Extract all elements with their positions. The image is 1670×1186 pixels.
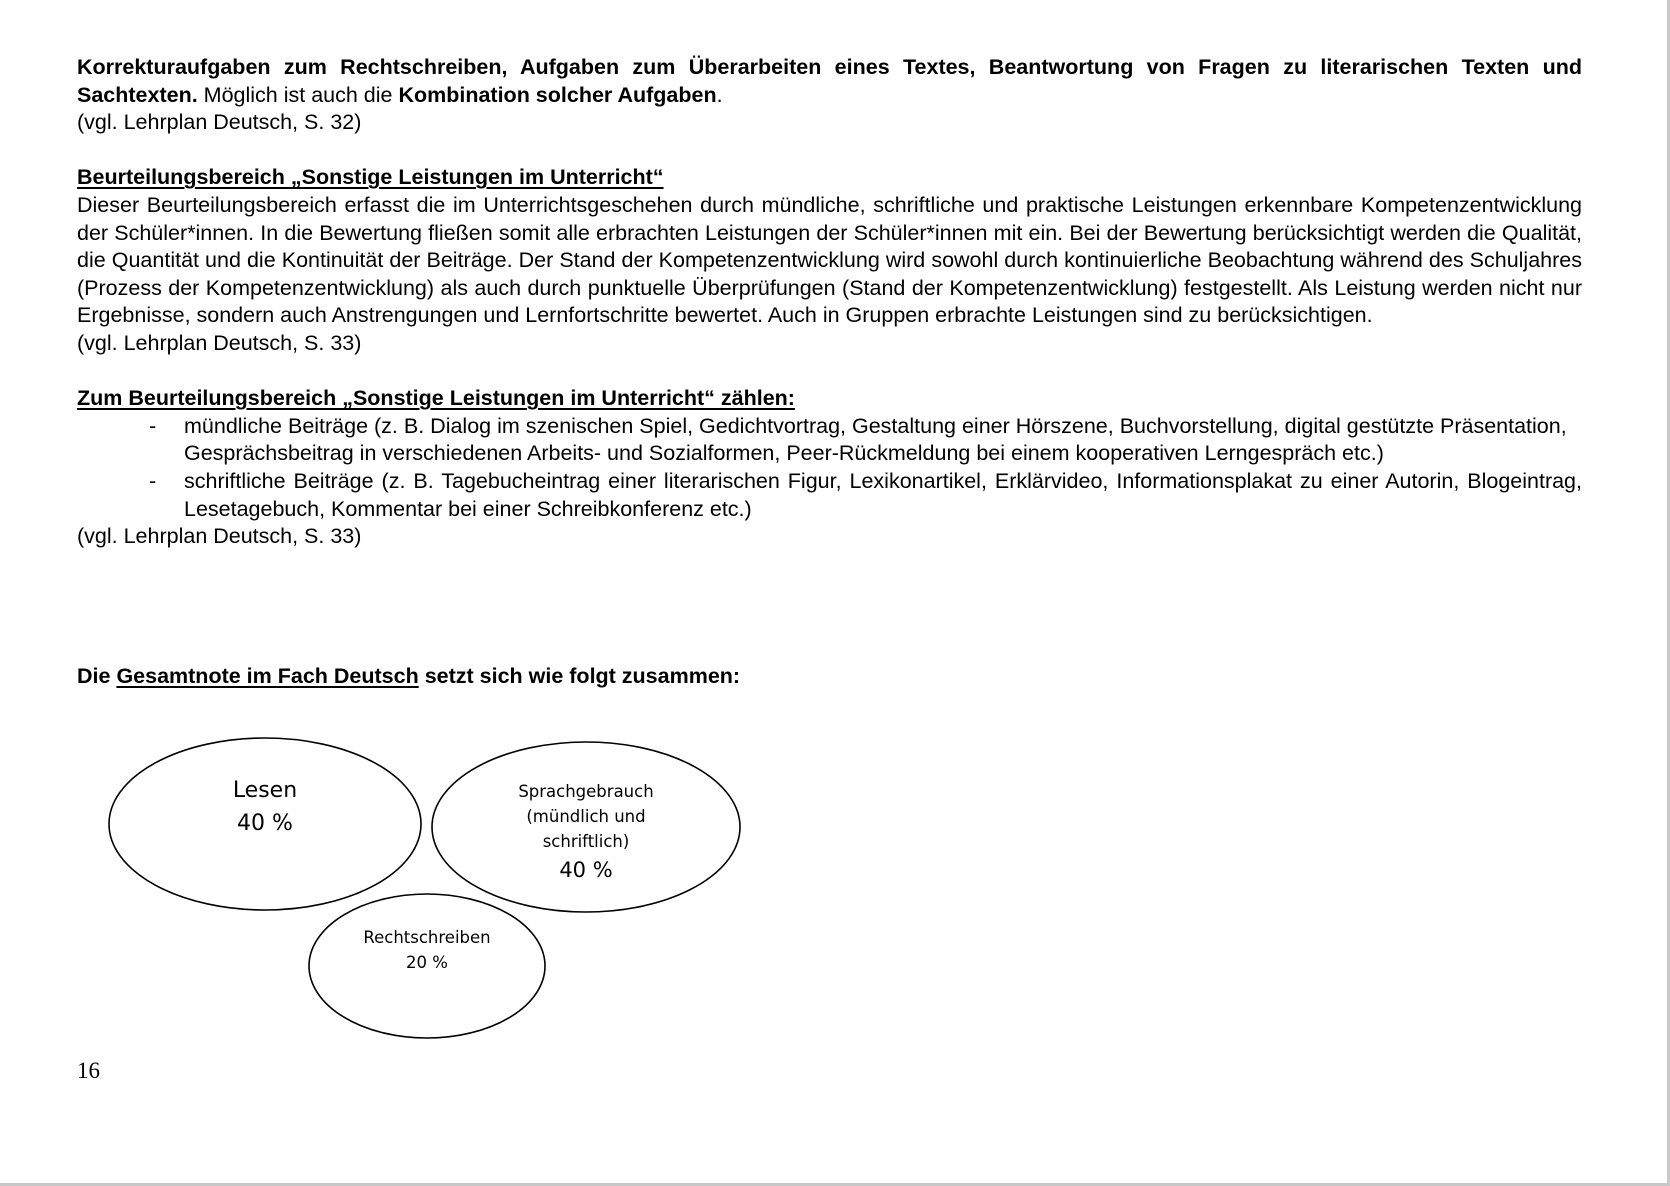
label-sprachgebrauch-line2: (mündlich und bbox=[526, 807, 646, 826]
label-rechtschreiben: Rechtschreiben bbox=[363, 928, 491, 947]
page-number: 16 bbox=[77, 1058, 100, 1083]
label-sprachgebrauch-line3: schriftlich) bbox=[542, 832, 630, 851]
ellipse-lesen bbox=[109, 738, 421, 910]
list-item bbox=[77, 413, 1582, 468]
contribution-list bbox=[77, 413, 1582, 523]
section1-body: Dieser Beurteilungsbereich erfasst die im Unterrichtsgeschehen durch mündliche, schriftliche und praktische Leistungen erkennbare Kompetenzentwicklung der Schüler*innen. In die Bewertung fließen somit alle erbrachten Leistungen der Schüler*innen mit ein. Bei der Bewertung berücksichtigt werden die Qualität, die Quantität und die Kontinuität der Beiträge. Der Stand der Kompetenzentwicklung wird sowohl durch kontinuierliche Beobachtung während des Schuljahres (Prozess der Kompetenzentwicklung) als auch durch punktuelle Überprüfungen (Stand der Kompetenzentwicklung) festgestellt. Als Leistung werden nicht nur Ergebnisse, sondern auch Anstrengungen und Lernfortschritte bewertet. Auch in Gruppen erbrachte Leistungen sind zu berücksichtigen. bbox=[77, 192, 1582, 328]
intro-paragraph bbox=[77, 54, 1582, 109]
intro-plain-text: Möglich ist auch die bbox=[197, 82, 399, 107]
section1-citation: (vgl. Lehrplan Deutsch, S. 33) bbox=[77, 330, 362, 355]
section2-heading: Zum Beurteilungsbereich „Sonstige Leistungen im Unterricht“ zählen: bbox=[77, 386, 795, 411]
list-item-text: mündliche Beiträge (z. B. Dialog im szenischen Spiel, Gedichtvortrag, Gestaltung einer Hörszene, Buchvorstellung, digital gestützte Präsentation, Gesprächsbeitrag in verschiedenen Arbeits- und Sozialformen, Peer-Rückmeldung bei einem kooperativen Lerngespräch etc.) bbox=[184, 413, 1567, 466]
section2-citation: (vgl. Lehrplan Deutsch, S. 33) bbox=[77, 524, 362, 549]
component-sprachgebrauch bbox=[432, 742, 740, 912]
dash-bullet-icon: - bbox=[149, 468, 157, 493]
label-lesen: Lesen bbox=[232, 778, 298, 803]
component-lesen bbox=[109, 738, 421, 910]
component-rechtschreiben bbox=[309, 894, 545, 1038]
spacer bbox=[77, 137, 1582, 165]
intro-end: . bbox=[716, 82, 723, 107]
page-content bbox=[77, 54, 1582, 551]
intro-bold-combination: Kombination solcher Aufgaben bbox=[398, 82, 717, 107]
intro-bold-tasks: Korrekturaufgaben zum Rechtschreiben, Aufgaben zum Überarbeiten eines Textes, Beantwortung von Fragen zu literarischen Texten und Sachtexten. bbox=[77, 55, 1582, 107]
gesamtnote-prefix: Die bbox=[77, 664, 117, 688]
gesamtnote-heading bbox=[77, 664, 740, 689]
spacer bbox=[77, 358, 1582, 386]
gesamtnote-suffix: setzt sich wie folgt zusammen: bbox=[418, 664, 741, 688]
gesamtnote-underlined: Gesamtnote im Fach Deutsch bbox=[116, 664, 419, 688]
percent-sprachgebrauch: 40 % bbox=[559, 858, 613, 882]
percent-rechtschreiben: 20 % bbox=[406, 953, 448, 972]
ellipse-rechtschreiben bbox=[309, 894, 545, 1038]
ellipse-sprachgebrauch bbox=[432, 742, 740, 912]
list-item bbox=[77, 468, 1582, 523]
citation-s32: (vgl. Lehrplan Deutsch, S. 32) bbox=[77, 110, 362, 135]
list-item-text: schriftliche Beiträge (z. B. Tagebucheintrag einer literarischen Figur, Lexikonartikel, Erklärvideo, Informationsplakat zu einer Autorin, Blogeintrag, Lesetagebuch, Kommentar bei einer Schreibkonferenz etc.) bbox=[184, 468, 1582, 521]
label-sprachgebrauch-line1: Sprachgebrauch bbox=[518, 782, 654, 801]
dash-bullet-icon: - bbox=[149, 413, 157, 438]
section1-heading: Beurteilungsbereich „Sonstige Leistungen im Unterricht“ bbox=[77, 165, 664, 190]
percent-lesen: 40 % bbox=[237, 811, 293, 836]
